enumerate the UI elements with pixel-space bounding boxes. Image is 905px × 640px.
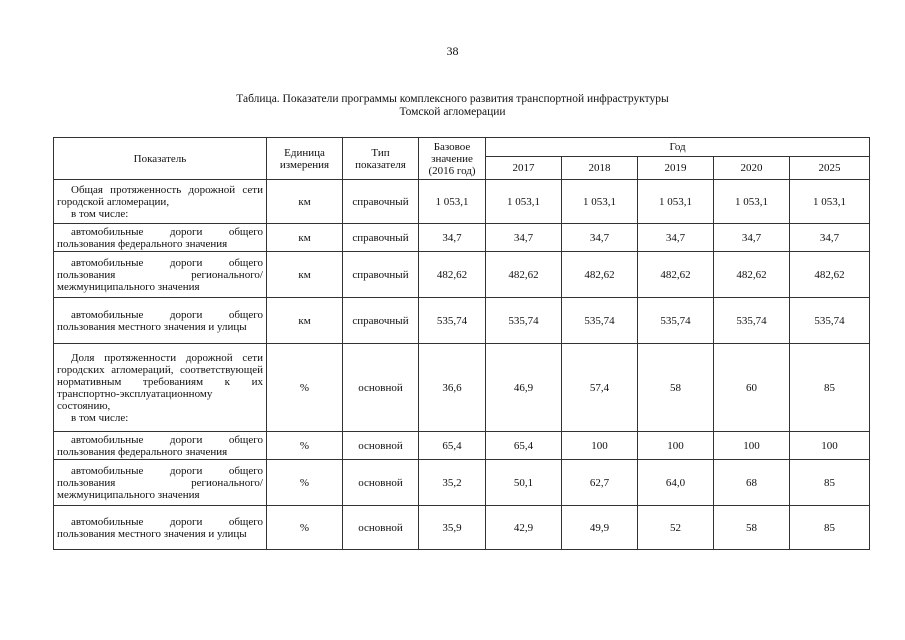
table-row xyxy=(54,432,870,460)
cell-year-value: 34,7 xyxy=(714,224,790,252)
cell-indicator xyxy=(54,224,267,252)
cell-type: основной xyxy=(343,460,419,506)
cell-year-value: 535,74 xyxy=(714,298,790,344)
cell-year-value: 85 xyxy=(790,344,870,432)
cell-unit: км xyxy=(267,180,343,224)
page-number: 38 xyxy=(446,44,459,58)
cell-base-value: 34,7 xyxy=(419,224,486,252)
cell-year-value: 62,7 xyxy=(562,460,638,506)
cell-year-value: 100 xyxy=(638,432,714,460)
cell-year-value: 34,7 xyxy=(562,224,638,252)
cell-year-value: 34,7 xyxy=(638,224,714,252)
cell-year-value: 34,7 xyxy=(790,224,870,252)
cell-indicator xyxy=(54,432,267,460)
cell-year-value: 64,0 xyxy=(638,460,714,506)
caption-line-2: Томской агломерации xyxy=(399,106,506,118)
indicators-table xyxy=(53,137,870,550)
header-base-value: Базовое значение (2016 год) xyxy=(419,138,486,180)
cell-year-value: 58 xyxy=(714,506,790,550)
cell-type: основной xyxy=(343,432,419,460)
table-row xyxy=(54,252,870,298)
cell-type: основной xyxy=(343,506,419,550)
cell-year-value: 1 053,1 xyxy=(562,180,638,224)
cell-type: справочный xyxy=(343,180,419,224)
cell-year-value: 34,7 xyxy=(486,224,562,252)
cell-year-value: 1 053,1 xyxy=(486,180,562,224)
cell-year-value: 85 xyxy=(790,460,870,506)
table-body xyxy=(54,180,870,550)
indicator-text: автомобильные дороги общего пользования федерального значения xyxy=(57,433,263,458)
cell-unit: км xyxy=(267,224,343,252)
cell-base-value: 35,9 xyxy=(419,506,486,550)
cell-indicator xyxy=(54,298,267,344)
cell-year-value: 100 xyxy=(714,432,790,460)
cell-type: справочный xyxy=(343,252,419,298)
header-unit: Единица измерения xyxy=(267,138,343,180)
cell-year-value: 535,74 xyxy=(790,298,870,344)
cell-indicator xyxy=(54,252,267,298)
cell-year-value: 482,62 xyxy=(638,252,714,298)
indicator-text: автомобильные дороги общего пользования федерального значения xyxy=(57,225,263,250)
cell-unit: % xyxy=(267,460,343,506)
cell-base-value: 65,4 xyxy=(419,432,486,460)
table-row xyxy=(54,506,870,550)
header-year: 2017 xyxy=(486,157,562,180)
table-row xyxy=(54,224,870,252)
cell-type: справочный xyxy=(343,298,419,344)
cell-base-value: 482,62 xyxy=(419,252,486,298)
cell-unit: % xyxy=(267,344,343,432)
table-row xyxy=(54,298,870,344)
cell-year-value: 535,74 xyxy=(638,298,714,344)
table-row xyxy=(54,460,870,506)
indicator-subtext: в том числе: xyxy=(71,207,129,220)
cell-year-value: 58 xyxy=(638,344,714,432)
cell-unit: % xyxy=(267,506,343,550)
cell-year-value: 1 053,1 xyxy=(714,180,790,224)
header-type: Тип показателя xyxy=(343,138,419,180)
cell-year-value: 535,74 xyxy=(486,298,562,344)
indicator-text: автомобильные дороги общего пользования местного значения и улицы xyxy=(57,515,263,540)
cell-indicator xyxy=(54,460,267,506)
cell-year-value: 46,9 xyxy=(486,344,562,432)
header-indicator: Показатель xyxy=(54,138,267,180)
cell-unit: км xyxy=(267,298,343,344)
cell-year-value: 52 xyxy=(638,506,714,550)
table-caption xyxy=(0,93,905,119)
cell-base-value: 36,6 xyxy=(419,344,486,432)
cell-year-value: 65,4 xyxy=(486,432,562,460)
cell-year-value: 1 053,1 xyxy=(790,180,870,224)
header-year-group: Год xyxy=(486,138,870,157)
cell-indicator xyxy=(54,506,267,550)
cell-year-value: 50,1 xyxy=(486,460,562,506)
table-row xyxy=(54,344,870,432)
indicator-text: автомобильные дороги общего пользования регионального/ межмуниципального значения xyxy=(57,256,263,293)
indicator-text: Доля протяженности дорожной сети городских агломераций, соответствующей нормативным требованиям к их транспортно-эксплуатационному состоянию, xyxy=(57,351,263,412)
cell-indicator xyxy=(54,344,267,432)
header-year: 2025 xyxy=(790,157,870,180)
cell-year-value: 42,9 xyxy=(486,506,562,550)
caption-line-1: Таблица. Показатели программы комплексного развития транспортной инфраструктуры xyxy=(236,93,669,105)
cell-type: основной xyxy=(343,344,419,432)
cell-unit: % xyxy=(267,432,343,460)
cell-year-value: 60 xyxy=(714,344,790,432)
indicator-text: Общая протяженность дорожной сети городской агломерации, xyxy=(57,183,263,208)
cell-year-value: 482,62 xyxy=(562,252,638,298)
cell-base-value: 535,74 xyxy=(419,298,486,344)
cell-year-value: 1 053,1 xyxy=(638,180,714,224)
header-year: 2018 xyxy=(562,157,638,180)
cell-type: справочный xyxy=(343,224,419,252)
indicator-text: автомобильные дороги общего пользования регионального/ межмуниципального значения xyxy=(57,464,263,501)
cell-indicator xyxy=(54,180,267,224)
cell-year-value: 482,62 xyxy=(714,252,790,298)
cell-year-value: 482,62 xyxy=(486,252,562,298)
cell-year-value: 49,9 xyxy=(562,506,638,550)
cell-year-value: 85 xyxy=(790,506,870,550)
header-year: 2020 xyxy=(714,157,790,180)
cell-base-value: 1 053,1 xyxy=(419,180,486,224)
indicator-text: автомобильные дороги общего пользования местного значения и улицы xyxy=(57,308,263,333)
indicator-subtext: в том числе: xyxy=(71,411,129,424)
cell-year-value: 100 xyxy=(790,432,870,460)
cell-year-value: 482,62 xyxy=(790,252,870,298)
table-row xyxy=(54,180,870,224)
cell-unit: км xyxy=(267,252,343,298)
cell-year-value: 100 xyxy=(562,432,638,460)
cell-year-value: 535,74 xyxy=(562,298,638,344)
cell-year-value: 68 xyxy=(714,460,790,506)
cell-year-value: 57,4 xyxy=(562,344,638,432)
header-year: 2019 xyxy=(638,157,714,180)
cell-base-value: 35,2 xyxy=(419,460,486,506)
